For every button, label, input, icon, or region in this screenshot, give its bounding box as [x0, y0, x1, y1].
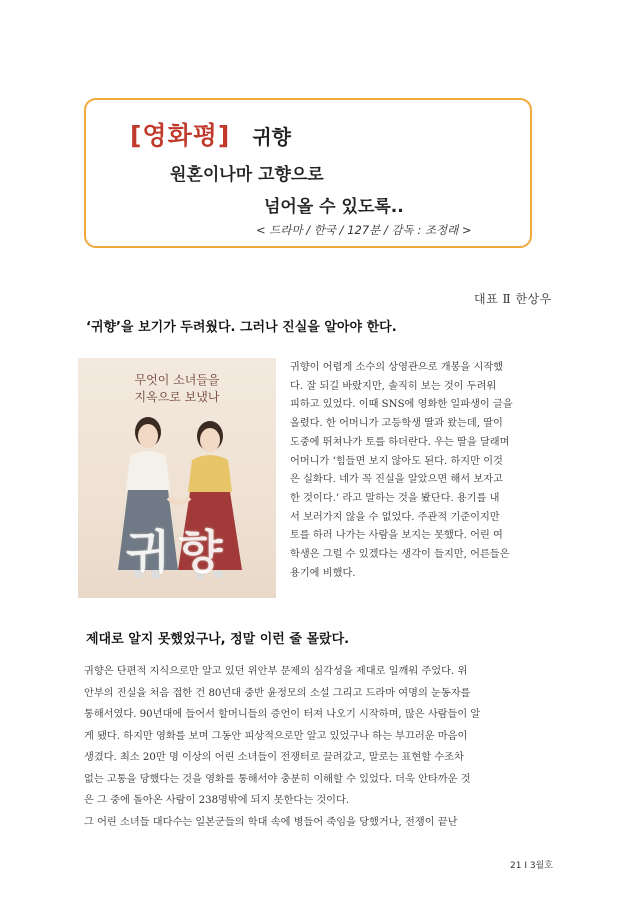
movie-meta: < 드라마 / 한국 / 127분 / 감독 : 조정래 > [256, 223, 472, 237]
text-line: 은 실화다. 네가 꼭 진실을 알았으면 해서 보자고 [290, 474, 503, 486]
text-line: 피하고 있었다. 이때 SNS에 영화한 일파생이 글을 [290, 399, 513, 411]
text-line: 생겼다. 최소 20만 명 이상의 어린 소녀들이 전쟁터로 끌려갔고, 말로는 표현할 수조차 [84, 752, 464, 763]
text-line: 귀향은 단편적 지식으로만 알고 있던 위안부 문제의 심각성을 제대로 일깨워 주었다. 위 [84, 666, 468, 677]
review-tag: [영화평] [130, 121, 231, 150]
text-line: 다. 잘 되길 바랐지만, 솔직히 보는 것이 두려워 [290, 380, 497, 392]
subtitle-line-1: 원혼이나마 고향으로 [170, 165, 324, 185]
title-line [130, 116, 291, 152]
text-line: 귀향이 어렵게 소수의 상영관으로 개봉을 시작했 [290, 362, 504, 373]
poster-tagline-2: 지옥으로 보냈나 [134, 390, 220, 404]
section1-body [290, 359, 562, 583]
author-credit: 대표 Ⅱ 한상우 [474, 292, 552, 306]
section2-body [84, 661, 562, 833]
subtitle-line-2: 넘어올 수 있도록.. [264, 197, 404, 217]
text-line: 서 보러가지 않을 수 없었다. 주관적 기준이지만 [290, 511, 500, 523]
section-heading-1: ‘귀향’을 보기가 두려웠다. 그러나 진실을 알아야 한다. [86, 320, 397, 335]
text-line: 한 것이다.’ 라고 말하는 것을 봤단다. 용기를 내 [290, 492, 500, 504]
poster-tagline-1: 무엇이 소녀들을 [134, 373, 220, 387]
text-line: 올렸다. 한 어머니가 고등학생 딸과 왔는데, 딸이 [290, 418, 503, 430]
text-line: 도중에 뛰쳐나가 토를 하더란다. 우는 딸을 달래며 [290, 436, 510, 448]
page-footer: 21 Ⅰ 3월호 [510, 861, 553, 871]
text-line: 용기에 비했다. [290, 567, 356, 579]
poster-logo: 귀향 [125, 525, 231, 579]
title-box [84, 98, 532, 248]
text-line: 게 됐다. 하지만 영화를 보며 그동안 피상적으로만 알고 있었구나 하는 부끄러운 마음이 [84, 730, 468, 742]
text-line: 그 어린 소녀들 대다수는 일본군들의 학대 속에 병들어 죽임을 당했거나, 전쟁이 끝난 [84, 816, 458, 828]
movie-title: 귀향 [252, 125, 291, 149]
text-line: 학생은 그럴 수 있겠다는 생각이 들지만, 어른들은 [290, 549, 510, 561]
text-line: 은 그 중에 돌아온 사람이 238명밖에 되지 못한다는 것이다. [84, 795, 350, 806]
text-line: 통해서였다. 90년대에 들어서 할머니들의 증언이 터져 나오기 시작하며, 많은 사람들이 알 [84, 709, 481, 720]
text-line: 없는 고통을 당했다는 것을 영화를 통해서야 충분히 이해할 수 있었다. 더욱 안타까운 것 [84, 773, 471, 785]
text-line: 토를 하러 나가는 사람을 보지는 못했다. 어린 여 [290, 530, 503, 542]
section-heading-2: 제대로 알지 못했었구나, 정말 이런 줄 몰랐다. [86, 632, 350, 647]
text-line: 안부의 진실을 처음 접한 건 80년대 중반 윤정모의 소설 그리고 드라마 여명의 눈동자를 [84, 687, 471, 699]
movie-poster [78, 358, 276, 598]
text-line: 어머니가 ‘힘들면 보지 않아도 된다. 하지만 이것 [290, 455, 503, 467]
